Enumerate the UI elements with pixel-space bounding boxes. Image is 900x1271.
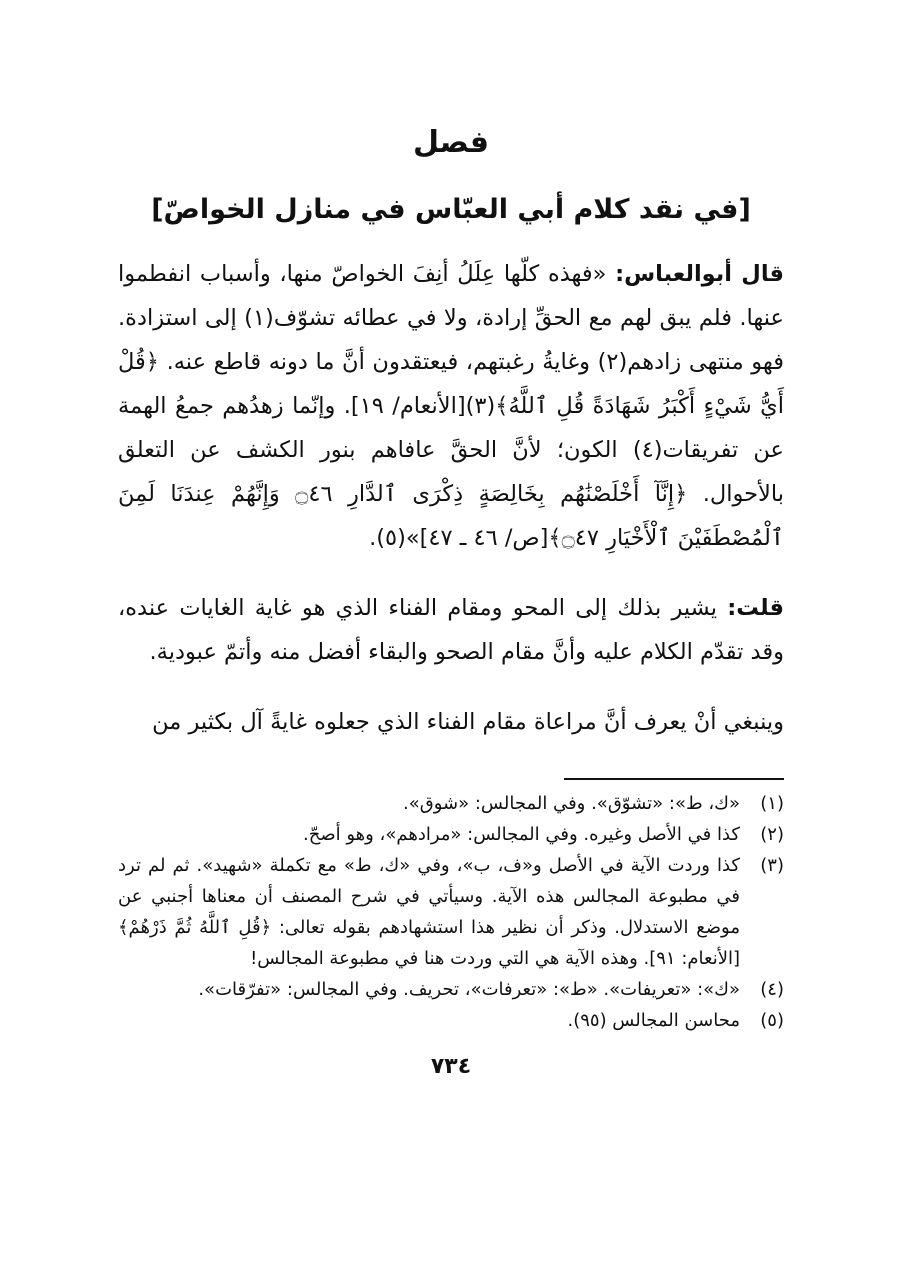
footnote-number: (٥) bbox=[760, 1010, 784, 1031]
paragraph-text: يشير بذلك إلى المحو ومقام الفناء الذي هو غاية الغايات عنده، وقد تقدّم الكلام عليه وأنَّ مقام الصحو والبقاء أفضل منه وأتمّ عبودية. bbox=[118, 595, 784, 665]
footnote-divider bbox=[564, 778, 784, 780]
footnote-item bbox=[118, 850, 784, 974]
footnote-number: (٣) bbox=[760, 855, 784, 876]
paragraph-abul-abbas bbox=[118, 252, 784, 560]
footnote-item bbox=[118, 819, 784, 850]
footnote-text: محاسن المجالس (٩٥). bbox=[567, 1010, 740, 1031]
chapter-title: فصل bbox=[413, 125, 489, 160]
footnotes bbox=[118, 788, 784, 1036]
paragraph-qultu bbox=[118, 586, 784, 674]
page-number: ٧٣٤ bbox=[430, 1054, 472, 1079]
paragraph-lead: قال أبوالعباس: bbox=[615, 261, 784, 287]
footnote-text: «ك، ط»: «تشوّق». وفي المجالس: «شوق». bbox=[403, 793, 740, 814]
footnote-text: «ك»: «تعريفات». «ط»: «تعرفات»، تحريف. وفي المجالس: «تفرّقات». bbox=[198, 979, 740, 1000]
footnote-number: (٢) bbox=[760, 824, 784, 845]
footnote-item bbox=[118, 1005, 784, 1036]
footnote-number: (٤) bbox=[760, 979, 784, 1000]
paragraph-text: وينبغي أنْ يعرف أنَّ مراعاة مقام الفناء الذي جعلوه غايةً آل بكثير من bbox=[152, 709, 784, 735]
section-subtitle: [في نقد كلام أبي العبّاس في منازل الخواصّ] bbox=[151, 194, 751, 225]
paragraph-continuation bbox=[118, 700, 784, 744]
book-page bbox=[118, 120, 784, 1084]
footnote-item bbox=[118, 788, 784, 819]
footnote-text: كذا وردت الآية في الأصل و«ف، ب»، وفي «ك، ط» مع تكملة «شهيد». ثم لم ترد في مطبوعة المجالس هذه الآية. وسيأتي في شرح المصنف أن معناها أجنبي عن موضع الاستدلال. وذكر أن نظير هذا استشهادهم بقوله تعالى: ﴿قُلِ ٱللَّهُ ثُمَّ ذَرْهُمْ﴾ [الأنعام: ٩١]. وهذه الآية هي التي وردت هنا في مطبوعة المجالس! bbox=[118, 855, 740, 969]
footnote-number: (١) bbox=[760, 793, 784, 814]
footnote-item bbox=[118, 974, 784, 1005]
footnote-text: كذا في الأصل وغيره. وفي المجالس: «مرادهم»، وهو أصحّ. bbox=[302, 824, 740, 845]
paragraph-text: «فهذه كلّها عِلَلُ أنِفَ الخواصّ منها، وأسباب انفطموا عنها. فلم يبق لهم مع الحقِّ إرادة، ولا في عطائه تشوّف(١) إلى استزادة. فهو منتهى زادهم(٢) وغايةُ رغبتهم، فيعتقدون أنَّ ما دونه قاطع عنه. ﴿قُلْ أَيُّ شَيْءٍ أَكْبَرُ شَهَادَةً قُلِ ٱللَّهُ﴾(٣)[الأنعام/ ١٩]. وإنّما زهدُهم جمعُ الهمة عن تفريقات(٤) الكون؛ لأنَّ الحقَّ عافاهم بنور الكشف عن التعلق بالأحوال. ﴿إِنَّآ أَخْلَصْنَٰهُم بِخَالِصَةٍ ذِكْرَى ٱلدَّارِ ۝٤٦ وَإِنَّهُمْ عِندَنَا لَمِنَ ٱلْمُصْطَفَيْنَ ٱلْأَخْيَارِ ۝٤٧﴾[ص/ ٤٦ ـ ٤٧]»(٥). bbox=[118, 261, 784, 551]
paragraph-lead: قلت: bbox=[727, 595, 784, 621]
